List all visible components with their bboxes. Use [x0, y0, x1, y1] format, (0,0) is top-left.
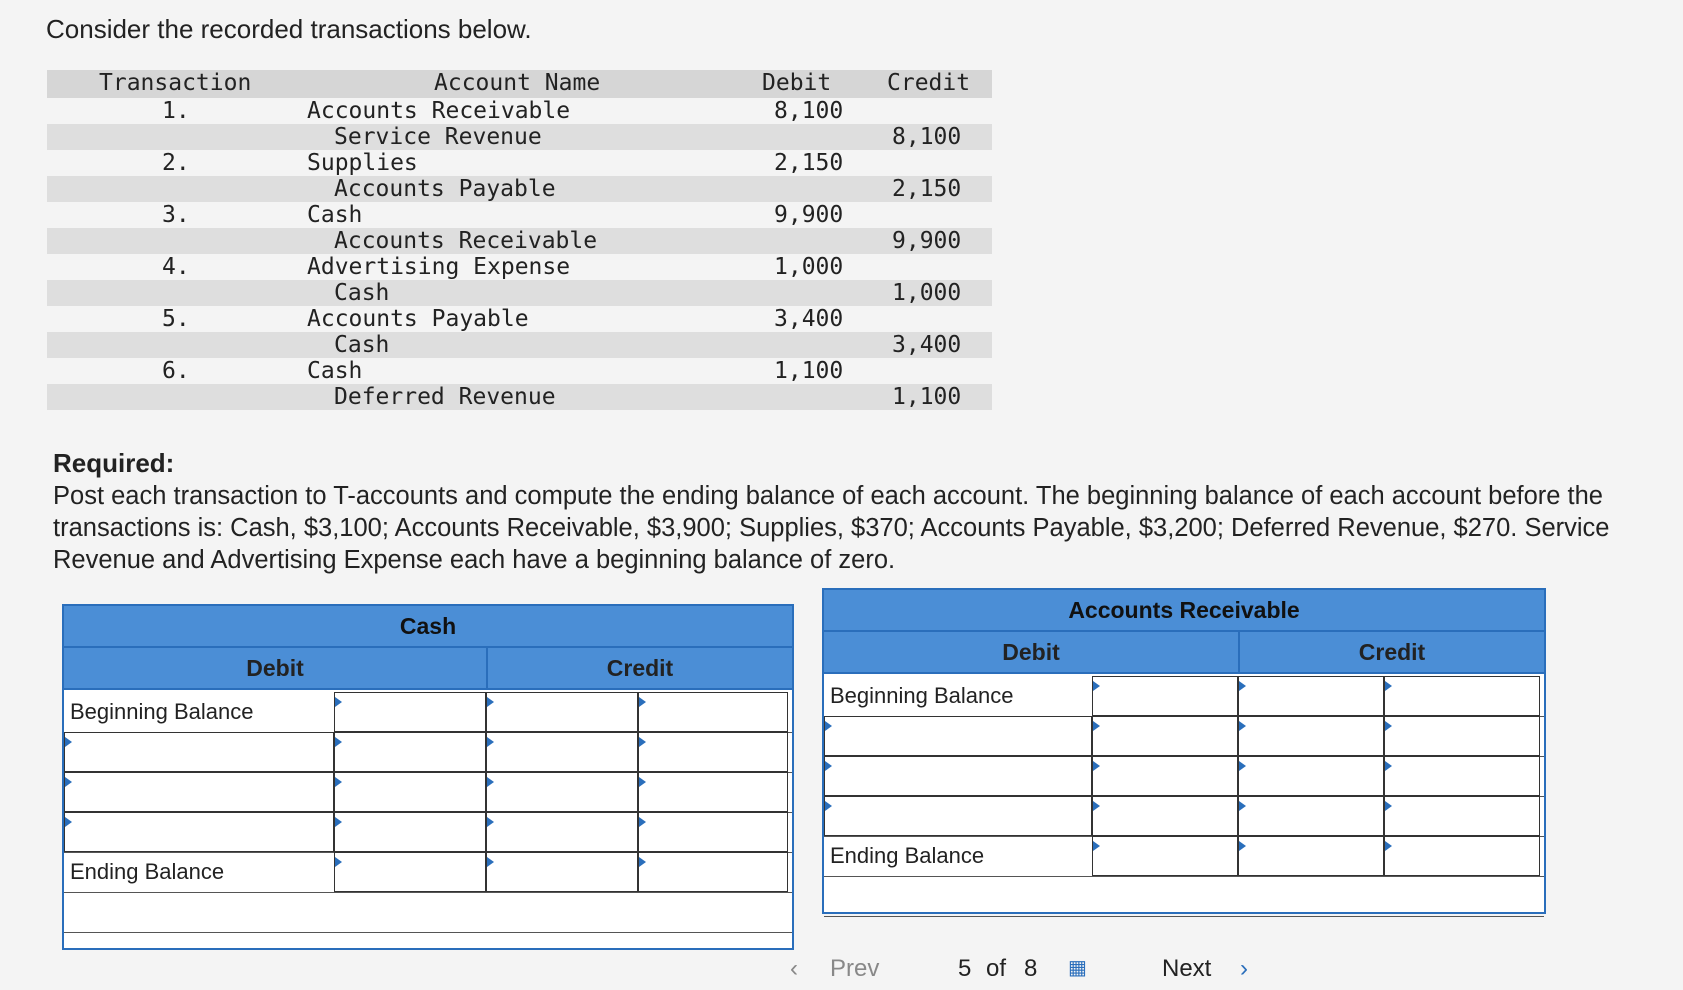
credit-account: Deferred Revenue: [334, 384, 556, 410]
ledger-row: [824, 716, 1544, 757]
debit-account: Cash: [307, 358, 363, 384]
debit-account: Accounts Payable: [307, 306, 529, 332]
debit-amount: 3,400: [774, 306, 844, 332]
ledger-row: [824, 836, 1544, 877]
ledger-row: [64, 772, 792, 813]
ar-debit-header: Debit: [824, 632, 1240, 674]
ledger-input-cell[interactable]: [1384, 756, 1540, 796]
ar-title: Accounts Receivable: [824, 590, 1544, 632]
debit-account: Advertising Expense: [307, 254, 571, 280]
debit-account: Supplies: [307, 150, 418, 176]
table-row: [47, 358, 992, 410]
ledger-row: [824, 676, 1544, 717]
ledger-input-cell[interactable]: [334, 812, 486, 852]
debit-amount: 1,000: [774, 254, 844, 280]
transaction-number: 4.: [162, 254, 190, 280]
ledger-input-cell[interactable]: [824, 796, 1092, 836]
required-text: Post each transaction to T-accounts and compute the ending balance of each account. The beginning balance of each account before the transactions is: Cash, $3,100; Accounts Receivable, $3,900; Supplies, $370; Accounts Payable, $3,200; Deferred Revenue, $270. Service Revenue and Advertising Expense each have a beginning balance of zero.: [53, 482, 1610, 574]
cash-t-account: [62, 604, 794, 950]
credit-amount: 8,100: [892, 124, 962, 150]
ledger-input-cell[interactable]: [1238, 716, 1384, 756]
ledger-row: [64, 732, 792, 773]
transaction-number: 6.: [162, 358, 190, 384]
page-total: 8: [1024, 955, 1038, 982]
header-credit: Credit: [887, 70, 971, 96]
ledger-input-cell[interactable]: [486, 732, 638, 772]
ar-credit-header: Credit: [1240, 632, 1544, 674]
transaction-number: 1.: [162, 98, 190, 124]
ledger-input-cell[interactable]: [1384, 796, 1540, 836]
next-chevron-icon[interactable]: ›: [1240, 955, 1248, 982]
credit-amount: 1,000: [892, 280, 962, 306]
ledger-row: [64, 692, 792, 733]
ledger-input-cell[interactable]: [334, 772, 486, 812]
ledger-input-cell[interactable]: [334, 732, 486, 772]
ledger-input-cell[interactable]: [334, 852, 486, 892]
ledger-row: [824, 756, 1544, 797]
beginning-balance-label: Beginning Balance: [70, 699, 254, 724]
ledger-input-cell[interactable]: [334, 692, 486, 732]
ledger-row: [64, 892, 792, 933]
intro-text: Consider the recorded transactions below.: [46, 14, 532, 44]
ledger-input-cell[interactable]: [1384, 716, 1540, 756]
ledger-input-cell[interactable]: [64, 772, 334, 812]
ledger-input-cell[interactable]: [486, 692, 638, 732]
ar-t-account: [822, 588, 1546, 914]
cash-title: Cash: [64, 606, 792, 648]
ledger-input-cell[interactable]: [64, 732, 334, 772]
ledger-input-cell[interactable]: [1384, 836, 1540, 876]
ledger-row: [64, 812, 792, 853]
ledger-input-cell[interactable]: [486, 852, 638, 892]
transaction-number: 2.: [162, 150, 190, 176]
credit-account: Accounts Receivable: [334, 228, 598, 254]
page-current: 5: [958, 955, 972, 982]
cash-credit-header: Credit: [488, 648, 792, 690]
page-of: of: [986, 955, 1007, 982]
ending-balance-label: Ending Balance: [830, 843, 985, 868]
ledger-row: [824, 796, 1544, 837]
next-button[interactable]: Next: [1162, 955, 1212, 982]
ledger-input-cell[interactable]: [824, 716, 1092, 756]
credit-amount: 1,100: [892, 384, 962, 410]
ledger-input-cell[interactable]: [638, 692, 788, 732]
table-row: [47, 150, 992, 202]
pagination: [0, 955, 1683, 990]
ledger-input-cell[interactable]: [638, 852, 788, 892]
table-row: [47, 254, 992, 306]
beginning-balance-label: Beginning Balance: [830, 683, 1014, 708]
credit-account: Cash: [334, 280, 390, 306]
ledger-input-cell[interactable]: [1238, 756, 1384, 796]
ledger-row: [64, 852, 792, 893]
ledger-input-cell[interactable]: [1092, 836, 1238, 876]
required-title: Required:: [53, 448, 175, 478]
ledger-input-cell[interactable]: [1092, 676, 1238, 716]
ledger-input-cell[interactable]: [1092, 756, 1238, 796]
credit-account: Service Revenue: [334, 124, 542, 150]
grid-icon[interactable]: ▦: [1068, 957, 1087, 979]
ledger-input-cell[interactable]: [638, 732, 788, 772]
debit-amount: 8,100: [774, 98, 844, 124]
ledger-input-cell[interactable]: [1092, 716, 1238, 756]
credit-amount: 2,150: [892, 176, 962, 202]
prev-button[interactable]: Prev: [830, 955, 880, 982]
transaction-number: 5.: [162, 306, 190, 332]
ledger-input-cell[interactable]: [1238, 836, 1384, 876]
table-header: [47, 70, 992, 98]
ledger-input-cell[interactable]: [486, 772, 638, 812]
debit-account: Accounts Receivable: [307, 98, 571, 124]
ledger-input-cell[interactable]: [1092, 796, 1238, 836]
prev-chevron-icon[interactable]: ‹: [790, 955, 798, 982]
ledger-input-cell[interactable]: [64, 812, 334, 852]
ledger-input-cell[interactable]: [486, 812, 638, 852]
debit-amount: 1,100: [774, 358, 844, 384]
ledger-input-cell[interactable]: [1238, 796, 1384, 836]
ledger-row: [824, 876, 1544, 917]
table-row: [47, 202, 992, 254]
cash-debit-header: Debit: [64, 648, 488, 690]
ending-balance-label: Ending Balance: [70, 859, 225, 884]
ledger-input-cell[interactable]: [824, 756, 1092, 796]
table-row: [47, 306, 992, 358]
debit-account: Cash: [307, 202, 363, 228]
header-debit: Debit: [762, 70, 832, 96]
ledger-input-cell[interactable]: [1384, 676, 1540, 716]
transaction-number: 3.: [162, 202, 190, 228]
credit-amount: 3,400: [892, 332, 962, 358]
credit-amount: 9,900: [892, 228, 962, 254]
debit-amount: 9,900: [774, 202, 844, 228]
credit-account: Accounts Payable: [334, 176, 556, 202]
transactions-table: [47, 70, 992, 410]
ledger-input-cell[interactable]: [1238, 676, 1384, 716]
credit-account: Cash: [334, 332, 390, 358]
ledger-input-cell[interactable]: [638, 772, 788, 812]
header-account: Account Name: [434, 70, 601, 96]
header-transaction: Transaction: [99, 70, 252, 96]
debit-amount: 2,150: [774, 150, 844, 176]
ledger-input-cell[interactable]: [638, 812, 788, 852]
table-row: [47, 98, 992, 150]
